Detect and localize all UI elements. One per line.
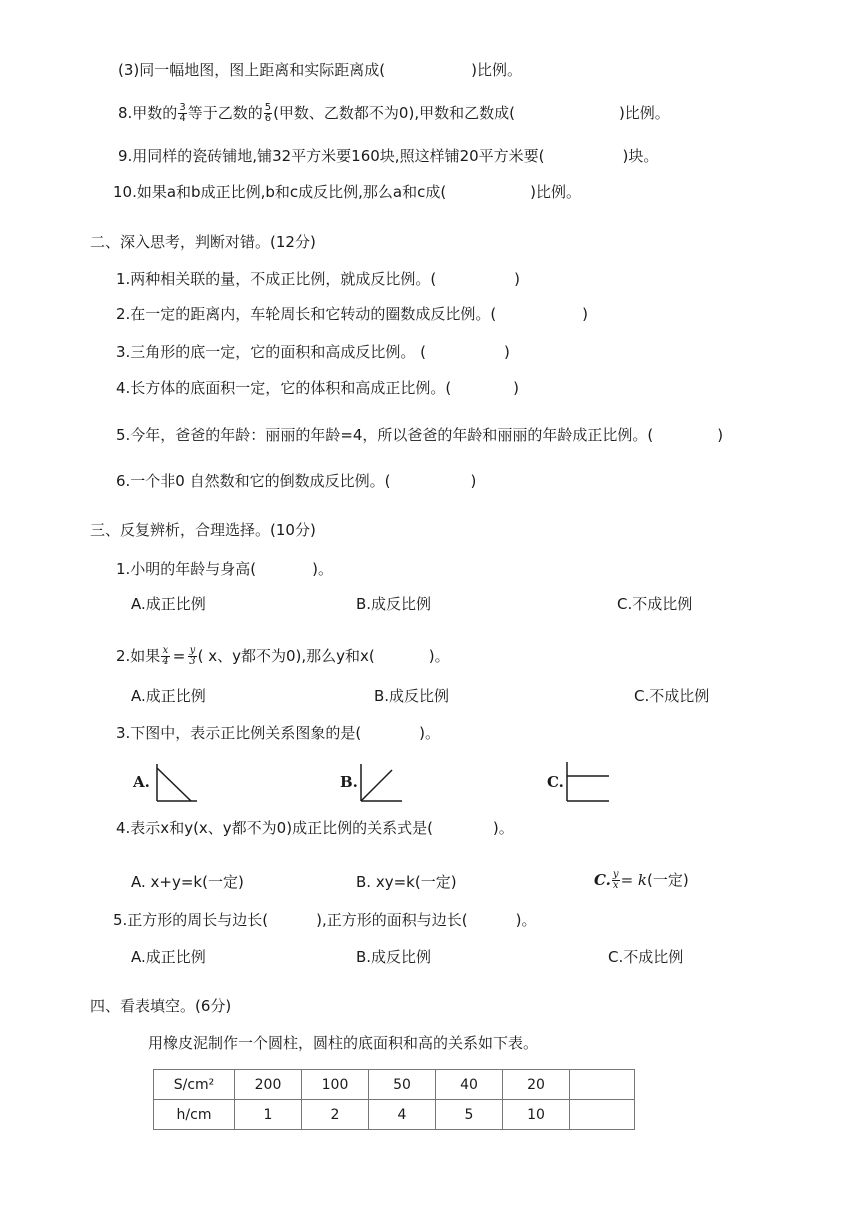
graph-option-c[interactable] — [547, 760, 613, 806]
choice-question-4 — [116, 818, 514, 838]
question-text: ( x、y都不为0),那么y和x( — [197, 647, 375, 665]
question-text: 3.下图中，表示正比例关系图象的是( — [116, 724, 362, 742]
numerator: 3 — [179, 102, 186, 113]
table-cell: 100 — [302, 1070, 369, 1100]
choice-question-3 — [116, 723, 440, 743]
question-text: ) — [503, 343, 510, 361]
option-a[interactable]: A.成正比例 — [131, 948, 206, 966]
question-7-3 — [118, 60, 522, 80]
denominator: 6 — [264, 113, 272, 124]
table-cell: 200 — [235, 1070, 302, 1100]
question-text: ) — [513, 379, 520, 397]
table-row — [154, 1100, 635, 1130]
option-c-label: C. — [594, 871, 611, 889]
question-text: 4.长方体的底面积一定，它的体积和高成正比例。( — [116, 379, 452, 397]
table-cell: 10 — [503, 1100, 570, 1130]
judge-item-5 — [116, 425, 723, 445]
question-text: 4.表示x和y(x、y都不为0)成正比例的关系式是( — [116, 819, 433, 837]
question-text: )块。 — [622, 147, 659, 165]
data-table — [153, 1069, 635, 1130]
option-a[interactable]: A. x+y=k(一定) — [131, 873, 244, 891]
option-c[interactable] — [594, 870, 689, 891]
graph-label-c: C. — [547, 773, 564, 791]
judge-item-2 — [116, 304, 588, 324]
table-cell: 1 — [235, 1100, 302, 1130]
table-row — [154, 1070, 635, 1100]
graph-label-b: B. — [340, 773, 358, 791]
judge-item-3 — [116, 342, 510, 362]
question-text: 8.甲数的 — [118, 104, 178, 122]
question-text: (3)同一幅地图，图上距离和实际距离成( — [118, 61, 386, 79]
question-text: 9.用同样的瓷砖铺地,铺32平方米要160块,照这样铺20平方米要( — [118, 147, 545, 165]
question-text: ) — [470, 472, 477, 490]
denominator: x — [612, 880, 619, 891]
decreasing-line-graph — [133, 760, 205, 806]
fraction — [161, 646, 169, 667]
option-c[interactable]: C.不成比例 — [634, 687, 710, 705]
question-text: ) — [717, 426, 724, 444]
choice-question-2 — [116, 646, 450, 667]
question-text: )。 — [492, 819, 514, 837]
constant-line-graph — [547, 760, 613, 806]
question-text: 6.一个非0 自然数和它的倒数成反比例。( — [116, 472, 391, 490]
graph-option-b[interactable] — [340, 760, 408, 806]
option-a[interactable]: A.成正比例 — [131, 595, 206, 613]
fraction — [612, 870, 620, 891]
question-8 — [118, 103, 670, 124]
table-cell: 40 — [436, 1070, 503, 1100]
question-text: 3.三角形的底一定，它的面积和高成反比例。 ( — [116, 343, 426, 361]
table-intro: 用橡皮泥制作一个圆柱，圆柱的底面积和高的关系如下表。 — [148, 1034, 539, 1052]
option-b[interactable]: B.成反比例 — [356, 595, 432, 613]
question-text: )。 — [515, 911, 537, 929]
table-cell-empty[interactable] — [570, 1070, 635, 1100]
table-cell: h/cm — [154, 1100, 235, 1130]
question-text: 2.如果 — [116, 647, 161, 665]
graph-label-a: A. — [133, 773, 150, 791]
table-cell: 2 — [302, 1100, 369, 1130]
question-10 — [113, 182, 581, 202]
question-text: )比例。 — [618, 104, 670, 122]
question-text: ) — [514, 270, 521, 288]
question-text: 10.如果a和b成正比例,b和c成反比例,那么a和c成( — [113, 183, 447, 201]
option-b[interactable]: B. xy=k(一定) — [356, 873, 457, 891]
question-9 — [118, 146, 658, 166]
fraction — [188, 646, 196, 667]
graph-option-a[interactable] — [133, 760, 205, 806]
option-c[interactable]: C.不成比例 — [608, 948, 684, 966]
table-cell: 4 — [369, 1100, 436, 1130]
table-cell: S/cm² — [154, 1070, 235, 1100]
section-heading: 四、看表填空。(6分) — [90, 997, 232, 1015]
question-text: )比例。 — [530, 183, 582, 201]
table-cell: 50 — [369, 1070, 436, 1100]
numerator: y — [189, 645, 196, 656]
option-b[interactable]: B.成反比例 — [374, 687, 450, 705]
denominator: 4 — [162, 656, 169, 667]
choice-question-1 — [116, 559, 333, 579]
increasing-line-graph — [340, 760, 408, 806]
question-text: ),正方形的面积与边长( — [316, 911, 468, 929]
fraction — [264, 103, 272, 124]
formula-text: (一定) — [647, 871, 689, 889]
question-text: 5.今年，爸爸的年龄：丽丽的年龄=4，所以爸爸的年龄和丽丽的年龄成正比例。( — [116, 426, 654, 444]
formula-text: = k — [620, 871, 647, 889]
fraction — [178, 103, 186, 124]
equals-sign: = — [172, 647, 186, 665]
option-a[interactable]: A.成正比例 — [131, 687, 206, 705]
question-text: )。 — [419, 724, 441, 742]
question-text: (甲数、乙数都不为0),甲数和乙数成( — [273, 104, 515, 122]
option-c[interactable]: C.不成比例 — [617, 595, 693, 613]
denominator: 3 — [189, 656, 196, 667]
numerator: y — [612, 869, 619, 880]
question-text: 1.小明的年龄与身高( — [116, 560, 257, 578]
choice-question-5 — [113, 910, 537, 930]
question-text: 1.两种相关联的量，不成正比例，就成反比例。( — [116, 270, 437, 288]
numerator: 5 — [264, 102, 272, 113]
numerator: x — [162, 645, 169, 656]
judge-item-4 — [116, 378, 519, 398]
question-text: 等于乙数的 — [187, 104, 263, 122]
question-text: )。 — [312, 560, 334, 578]
section-heading: 二、深入思考，判断对错。(12分) — [90, 233, 316, 251]
section-heading: 三、反复辨析，合理选择。(10分) — [90, 521, 316, 539]
denominator: 4 — [179, 113, 186, 124]
question-text: 5.正方形的周长与边长( — [113, 911, 269, 929]
table-cell: 5 — [436, 1100, 503, 1130]
table-cell: 20 — [503, 1070, 570, 1100]
judge-item-6 — [116, 471, 476, 491]
table-cell-empty[interactable] — [570, 1100, 635, 1130]
question-text: 2.在一定的距离内，车轮周长和它转动的圈数成反比例。( — [116, 305, 497, 323]
judge-item-1 — [116, 269, 520, 289]
question-text: ) — [582, 305, 589, 323]
question-text: )比例。 — [471, 61, 522, 79]
question-text: )。 — [428, 647, 450, 665]
option-b[interactable]: B.成反比例 — [356, 948, 432, 966]
